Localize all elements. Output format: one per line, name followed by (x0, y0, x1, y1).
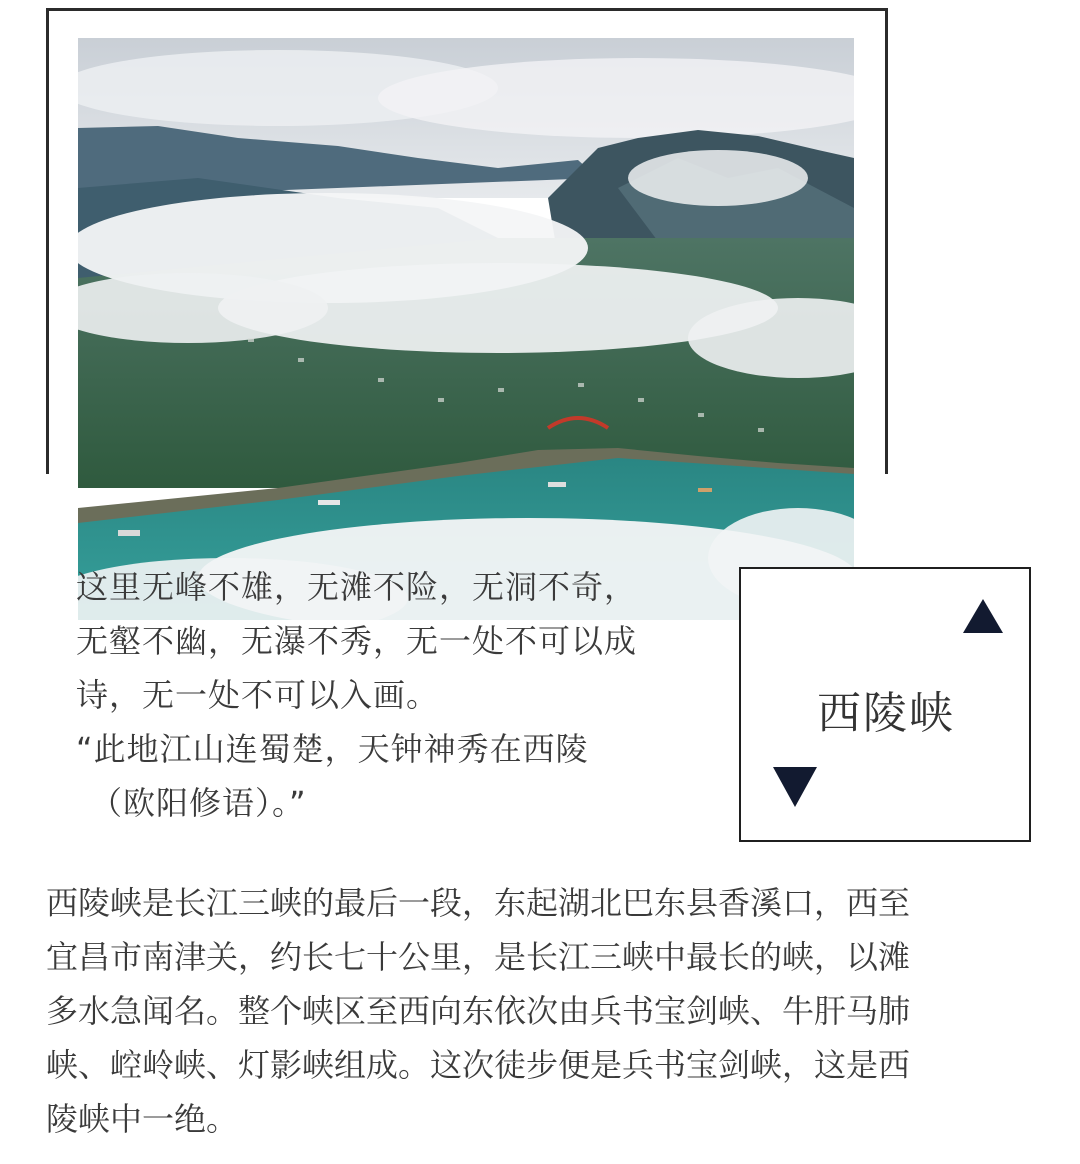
description-line: 峡、崆岭峡、灯影峡组成。这次徒步便是兵书宝剑峡，这是西 (46, 1046, 911, 1084)
description-line: 多水急闻名。整个峡区至西向东依次由兵书宝剑峡、牛肝马肺 (46, 992, 911, 1030)
gorge-photo (78, 38, 854, 620)
gorge-name-box (739, 567, 1031, 842)
triangle-down-icon (773, 767, 817, 807)
frame-right-border (885, 8, 888, 474)
quote-line: 诗，无一处不可以入画。 (76, 676, 440, 714)
description-line: 西陵峡是长江三峡的最后一段，东起湖北巴东县香溪口，西至 (46, 884, 911, 922)
triangle-up-icon (963, 599, 1003, 633)
quote-line: （欧阳修语）。” (90, 784, 307, 822)
description-line: 陵峡中一绝。 (46, 1100, 239, 1138)
description-line: 宜昌市南津关，约长七十公里，是长江三峡中最长的峡，以滩 (46, 938, 911, 976)
quote-text (76, 560, 716, 830)
frame-top-border (46, 8, 888, 11)
quote-line: “此地江山连蜀楚，天钟神秀在西陵 (76, 730, 589, 768)
description-paragraph (46, 876, 1036, 1146)
quote-line: 这里无峰不雄，无滩不险，无洞不奇， (76, 568, 638, 606)
gorge-name-title: 西陵峡 (817, 688, 955, 739)
quote-line: 无壑不幽，无瀑不秀，无一处不可以成 (76, 622, 638, 660)
frame-left-border (46, 8, 49, 474)
